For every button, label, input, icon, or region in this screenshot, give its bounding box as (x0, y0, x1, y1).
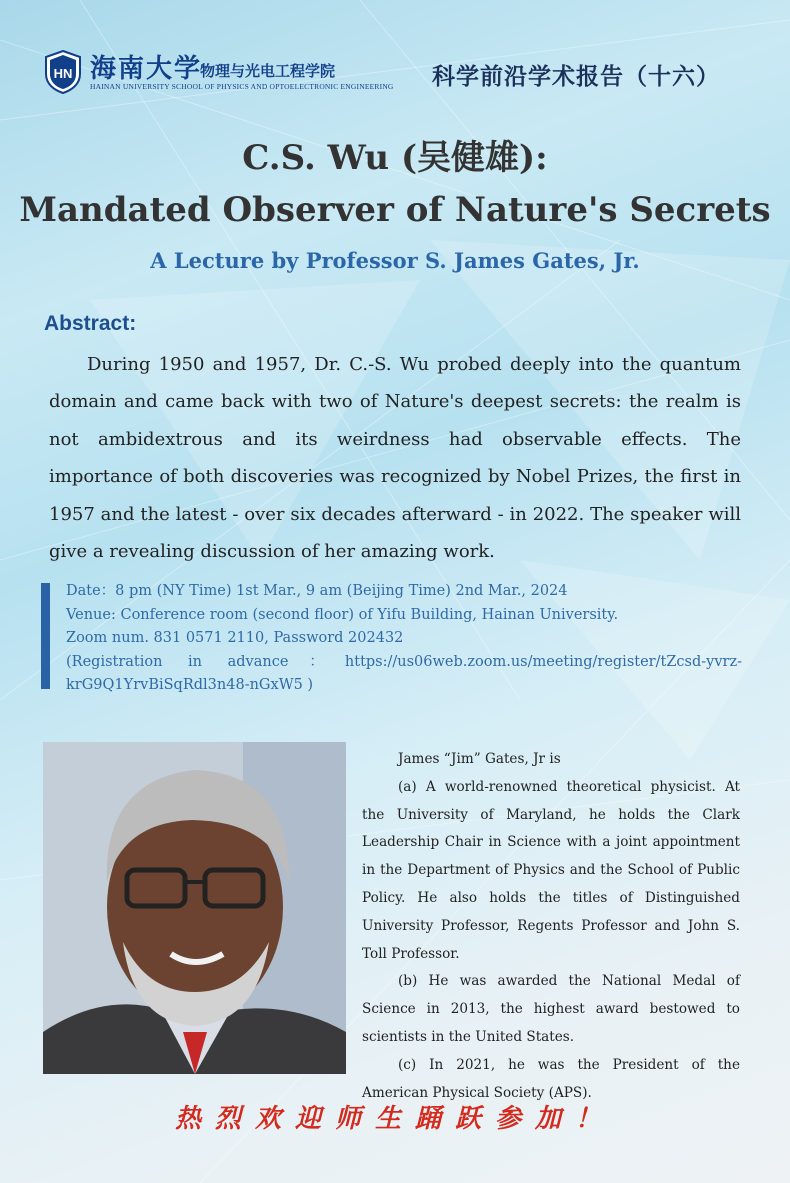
university-name-en: HAINAN UNIVERSITY SCHOOL OF PHYSICS AND OPTOELECTRONIC ENGINEERING (90, 82, 394, 91)
university-logo-icon (44, 50, 82, 94)
abstract-heading: Abstract: (44, 312, 137, 335)
event-venue: Venue: Conference room (second floor) of Yifu Building, Hainan University. (66, 606, 619, 623)
bio-item-a: (a) A world-renowned theoretical physicist. At the University of Maryland, he holds the Clark Leadership Chair in Science with a joint appointment in the Department of Physics and the School of Public Policy. He also holds the titles of Distinguished University Professor, Regents Professor and John S. Toll Professor. (362, 778, 740, 962)
lecture-title-line1: C.S. Wu (吴健雄): (242, 138, 548, 178)
lecture-series-title: 科学前沿学术报告（十六） (432, 63, 720, 90)
speaker-photo (43, 742, 346, 1074)
event-info (66, 580, 742, 698)
registration-link[interactable]: (Registration in advance：https://us06web.zoom.us/meeting/register/tZcsd-yvrz-krG9Q1YrvBiSqRdl3n48-nGxW5 ) (66, 653, 742, 693)
bio-intro: James “Jim” Gates, Jr is (398, 751, 561, 767)
lecture-title-line2: Mandated Observer of Nature's Secrets (19, 190, 771, 230)
bio-item-b: (b) He was awarded the National Medal of Science in 2013, the highest award bestowed to scientists in the United States. (362, 973, 740, 1045)
event-date: Date：8 pm (NY Time) 1st Mar., 9 am (Beijing Time) 2nd Mar., 2024 (66, 583, 568, 599)
speaker-bio (362, 746, 740, 1107)
welcome-banner: 热烈欢迎师生踊跃参加！ (174, 1104, 615, 1134)
university-name-cn: 海南大学 (90, 54, 203, 84)
bio-item-c: (c) In 2021, he was the President of the American Physical Society (APS). (362, 1056, 740, 1101)
info-accent-bar (41, 583, 50, 689)
logo-text: HN (53, 66, 73, 81)
abstract-text: During 1950 and 1957, Dr. C.-S. Wu probed deeply into the quantum domain and came back with two of Nature's deepest secrets: the realm is not ambidextrous and its weirdness had observable effects. The importance of both discoveries was recognized by Nobel Prizes, the first in 1957 and the latest - over six decades afterward - in 2022. The speaker will give a revealing discussion of her amazing work. (49, 354, 741, 563)
school-name-cn: 物理与光电工程学院 (200, 62, 336, 80)
event-zoom: Zoom num. 831 0571 2110, Password 202432 (66, 630, 404, 646)
lecture-subtitle: A Lecture by Professor S. James Gates, Jr. (150, 248, 640, 273)
header (44, 46, 764, 100)
